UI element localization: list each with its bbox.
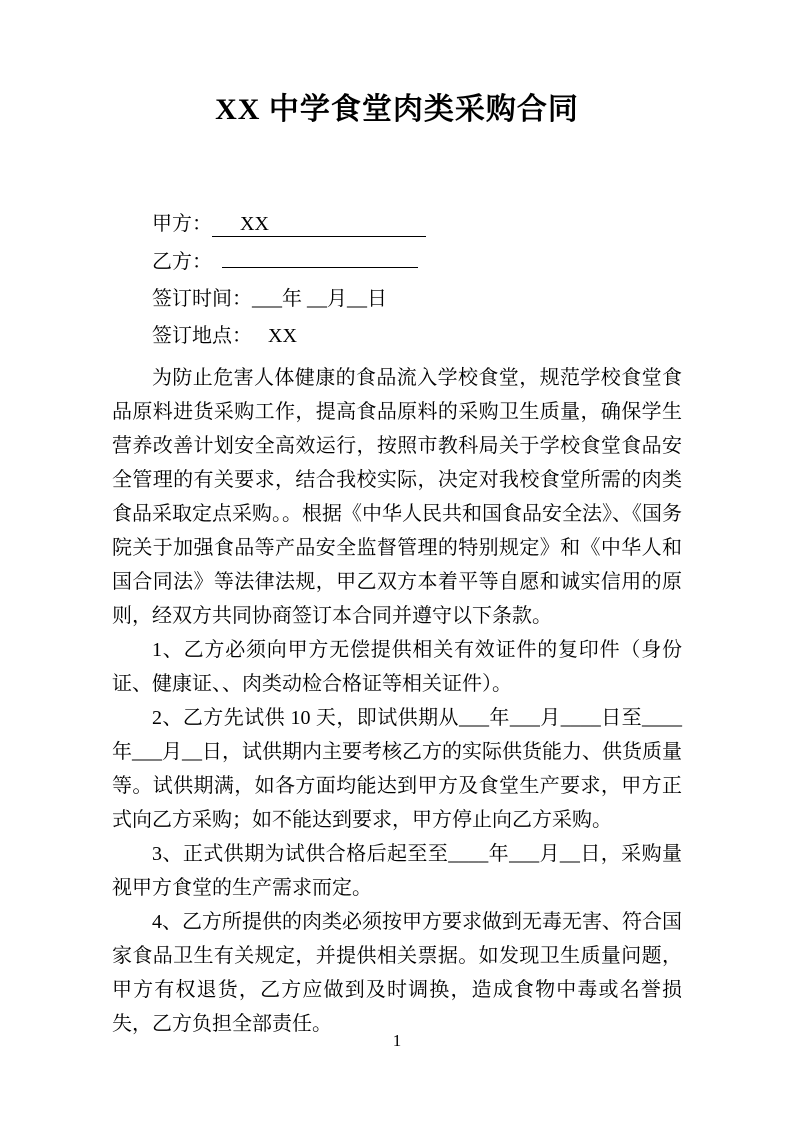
sign-place-label: 签订地点： [152, 325, 252, 347]
header-fields [152, 206, 682, 355]
party-a-line [152, 206, 682, 243]
party-a-blank[interactable] [212, 212, 426, 237]
clause-2: 2、乙方先试供 10 天，即试供期从___年___月____日至____年___月__日，试供期内主要考核乙方的实际供货能力、供货质量等。试供期满，如各方面均能达到甲方及食堂生产要求，甲方正式向乙方采购；如不能达到要求，甲方停止向乙方采购。 [112, 707, 682, 831]
sign-place-line [152, 318, 682, 355]
party-a-value: XX [240, 213, 269, 235]
document-title: XX 中学食堂肉类采购合同 [215, 93, 579, 126]
party-b-line [152, 243, 682, 281]
clause-3: 3、正式供期为试供合格后起至至____年___月__日，采购量视甲方食堂的生产需求而定。 [112, 843, 682, 899]
page-number: 1 [392, 1031, 402, 1050]
party-a-label: 甲方： [152, 213, 212, 235]
sign-time-line [152, 281, 682, 318]
intro-paragraph: 为防止危害人体健康的食品流入学校食堂，规范学校食堂食品原料进货采购工作，提高食品原料的采购卫生质量，确保学生营养改善计划安全高效运行，按照市教科局关于学校食堂食品安全管理的有关要求，结合我校实际，决定对我校食堂所需的肉类食品采取定点采购。。根据《中华人民共和国食品安全法》、《国务院关于加强食品等产品安全监督管理的特别规定》和《中华人和国合同法》等法律法规，甲乙双方本着平等自愿和诚实信用的原则，经双方共同协商签订本合同并遵守以下条款。 [112, 367, 682, 627]
party-b-blank[interactable] [222, 243, 418, 268]
party-b-label: 乙方： [152, 251, 212, 273]
sign-time-value: ___年 __月__日 [252, 288, 387, 310]
clause-1: 1、乙方必须向甲方无偿提供相关有效证件的复印件（身份证、健康证、、肉类动检合格证等相关证件）。 [112, 639, 682, 695]
sign-time-label: 签订时间： [152, 288, 252, 310]
clause-4: 4、乙方所提供的肉类必须按甲方要求做到无毒无害、符合国家食品卫生有关规定，并提供相关票据。如发现卫生质量问题，甲方有权退货，乙方应做到及时调换，造成食物中毒或名誉损失，乙方负担全部责任。 [112, 911, 682, 1035]
sign-place-value: XX [268, 325, 297, 347]
document-body [112, 361, 682, 1041]
